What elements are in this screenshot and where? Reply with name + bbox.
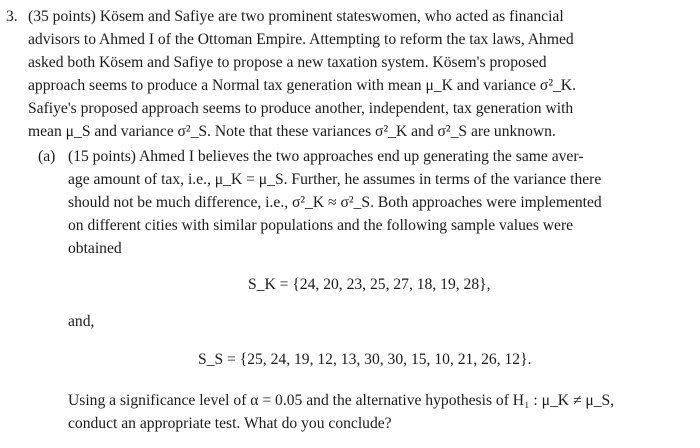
problem-line-6: mean μ_S and variance σ²_S. Note that these variances σ²_K and σ²_S are unknown. — [28, 123, 556, 140]
part-a-line-3: should not be much difference, i.e., σ²_K ≈ σ²_S. Both approaches were implemented — [68, 194, 602, 211]
sample-s-equation: S_S = {25, 24, 19, 12, 13, 30, 30, 15, 10, 21, 26, 12}. — [198, 351, 532, 368]
and-text: and, — [68, 313, 95, 330]
part-a-label: (a) — [38, 148, 56, 165]
part-a-line-5: obtained — [68, 240, 122, 257]
problem-line-5: Safiye's proposed approach seems to produce another, independent, tax generation with — [28, 100, 574, 117]
closing-line-2: conduct an appropriate test. What do you conclude? — [68, 415, 392, 432]
problem-line-3: asked both Kösem and Safiye to propose a new taxation system. Kösem's proposed — [28, 54, 547, 71]
problem-line-1: (35 points) Kösem and Safiye are two prominent stateswomen, who acted as financial — [28, 8, 564, 25]
problem-number: 3. — [6, 8, 18, 25]
closing-line-1: Using a significance level of α = 0.05 and the alternative hypothesis of H₁ : μ_K ≠ μ_S, — [68, 392, 615, 409]
problem-line-4: approach seems to produce a Normal tax generation with mean μ_K and variance σ²_K. — [28, 77, 576, 94]
part-a-line-1: (15 points) Ahmed I believes the two approaches end up generating the same aver- — [68, 148, 584, 165]
sample-k-equation: S_K = {24, 20, 23, 25, 27, 18, 19, 28}, — [248, 276, 491, 293]
problem-line-2: advisors to Ahmed I of the Ottoman Empire. Attempting to reform the tax laws, Ahmed — [28, 31, 574, 48]
part-a-line-4: on different cities with similar populations and the following sample values were — [68, 217, 574, 234]
part-a-line-2: age amount of tax, i.e., μ_K = μ_S. Further, he assumes in terms of the variance there — [68, 171, 602, 188]
